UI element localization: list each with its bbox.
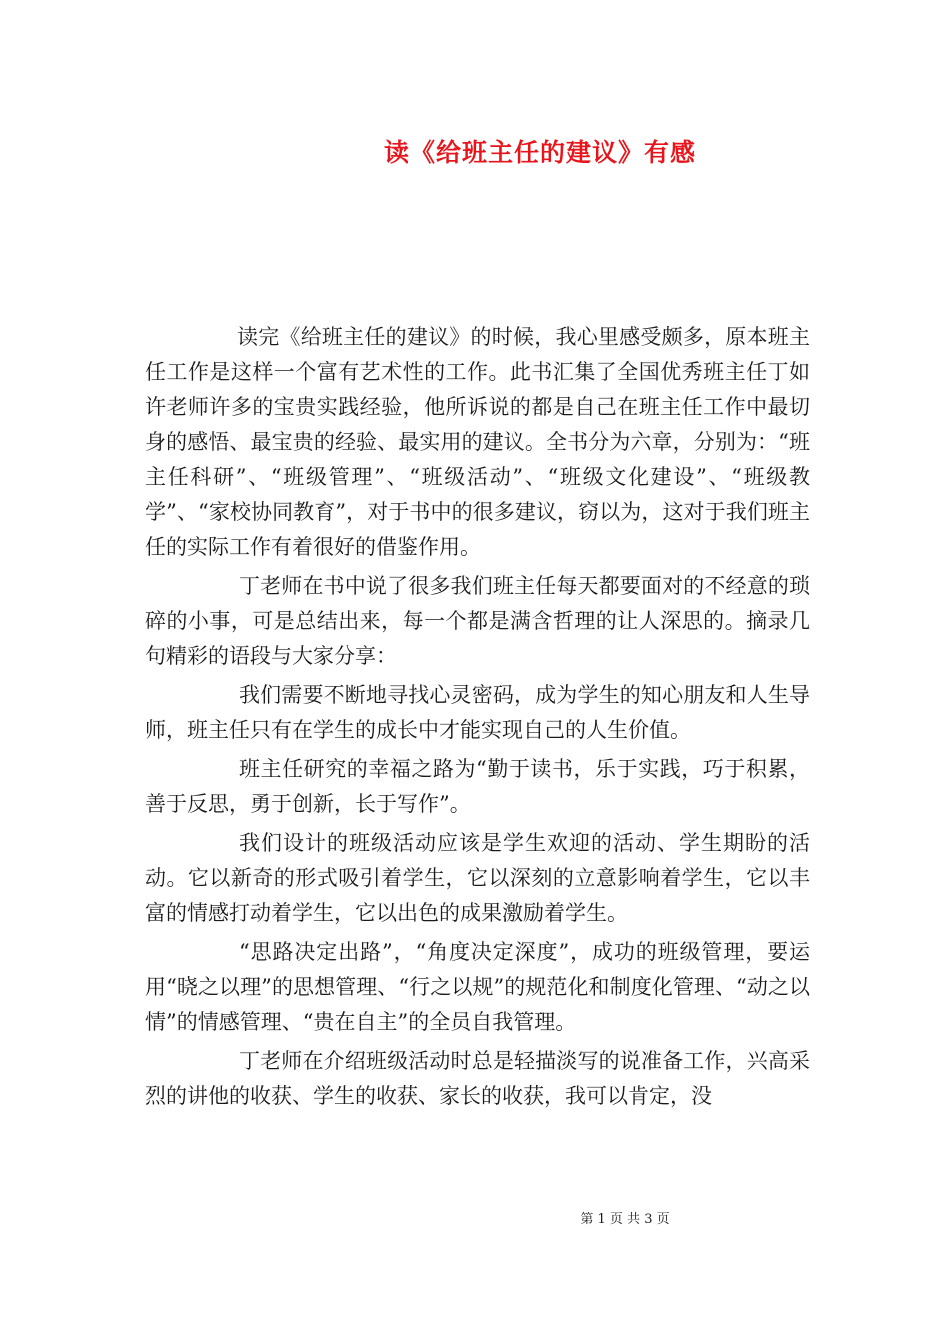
paragraph: 我们需要不断地寻找心灵密码，成为学生的知心朋友和人生导师，班主任只有在学生的成长中才能实现自己的人生价值。: [145, 683, 810, 742]
document-body: [145, 320, 810, 1118]
paragraph: 我们设计的班级活动应该是学生欢迎的活动、学生期盼的活动。它以新奇的形式吸引着学生，它以深刻的立意影响着学生，它以丰富的情感打动着学生，它以出色的成果激励着学生。: [145, 831, 810, 925]
paragraph: 班主任研究的幸福之路为“勤于读书，乐于实践，巧于积累，善于反思，勇于创新，长于写作”。: [145, 757, 810, 816]
paragraph: “思路决定出路”，“角度决定深度”，成功的班级管理，要运用“晓之以理”的思想管理、“行之以规”的规范化和制度化管理、“动之以情”的情感管理、“贵在自主”的全员自我管理。: [145, 940, 810, 1034]
paragraph: 读完《给班主任的建议》的时候，我心里感受颇多，原本班主任工作是这样一个富有艺术性的工作。此书汇集了全国优秀班主任丁如许老师许多的宝贵实践经验，他所诉说的都是自己在班主任工作中最切身的感悟、最宝贵的经验、最实用的建议。全书分为六章，分别为：“班主任科研”、“班级管理”、“班级活动”、“班级文化建设”、“班级教学”、“家校协同教育”，对于书中的很多建议，窃以为，这对于我们班主任的实际工作有着很好的借鉴作用。: [145, 325, 810, 559]
page-number: 第 1 页 共 3 页: [580, 1212, 670, 1227]
paragraph: 丁老师在介绍班级活动时总是轻描淡写的说准备工作，兴高采烈的讲他的收获、学生的收获、家长的收获，我可以肯定，没: [145, 1049, 810, 1108]
paragraph: 丁老师在书中说了很多我们班主任每天都要面对的不经意的琐碎的小事，可是总结出来，每一个都是满含哲理的让人深思的。摘录几句精彩的语段与大家分享：: [145, 574, 810, 668]
document-title: 读《给班主任的建议》有感: [383, 138, 696, 167]
